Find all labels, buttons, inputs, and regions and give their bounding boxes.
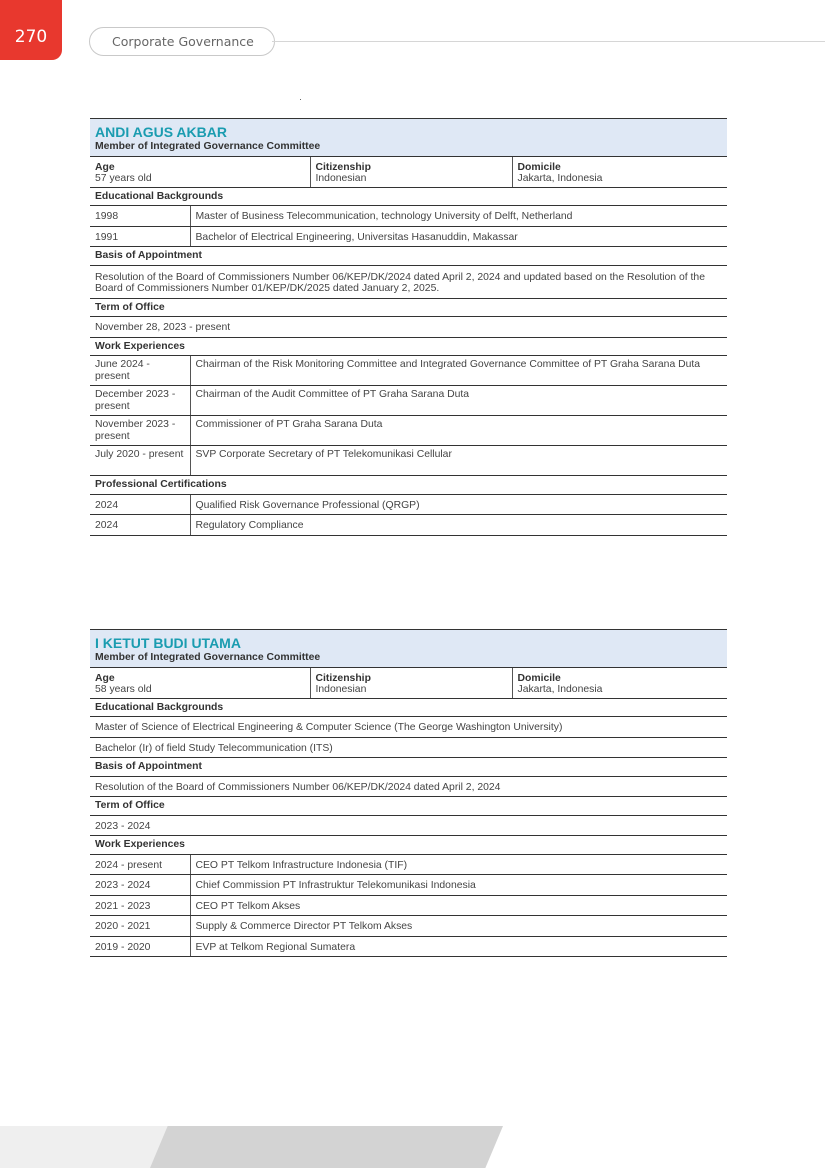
- appointment-heading: Basis of Appointment: [90, 758, 727, 777]
- footer-decoration-dark: [150, 1126, 503, 1168]
- education-year: 1991: [90, 226, 190, 247]
- education-year: 1998: [90, 206, 190, 227]
- domicile-value: Jakarta, Indonesia: [517, 173, 603, 184]
- cert-desc: Regulatory Compliance: [190, 515, 727, 536]
- work-period: 2023 - 2024: [90, 875, 190, 896]
- work-period: 2024 - present: [90, 854, 190, 875]
- age-label: Age: [95, 161, 115, 173]
- profile-name: I KETUT BUDI UTAMA: [95, 635, 241, 651]
- age-value: 57 years old: [95, 173, 152, 184]
- work-desc: EVP at Telkom Regional Sumatera: [190, 936, 727, 957]
- citizenship-label: Citizenship: [315, 161, 371, 173]
- work-heading: Work Experiences: [90, 836, 727, 855]
- work-period: June 2024 - present: [90, 356, 190, 386]
- citizenship-cell: [310, 667, 512, 698]
- work-desc: Chairman of the Audit Committee of PT Graha Sarana Duta: [190, 386, 727, 416]
- citizenship-cell: [310, 156, 512, 187]
- work-desc: Chairman of the Risk Monitoring Committee and Integrated Governance Committee of PT Graha Sarana Duta: [190, 356, 727, 386]
- work-desc: Commissioner of PT Graha Sarana Duta: [190, 416, 727, 446]
- footer-decoration-light: [0, 1126, 175, 1168]
- profile-table: [90, 118, 727, 536]
- term-value: 2023 - 2024: [90, 815, 727, 836]
- work-period: 2021 - 2023: [90, 895, 190, 916]
- work-desc: Chief Commission PT Infrastruktur Telekomunikasi Indonesia: [190, 875, 727, 896]
- profile-table: [90, 629, 727, 957]
- term-heading: Term of Office: [90, 797, 727, 816]
- age-cell: [90, 667, 310, 698]
- term-heading: Term of Office: [90, 298, 727, 317]
- education-heading: Educational Backgrounds: [90, 187, 727, 206]
- profile-header: [90, 630, 727, 668]
- work-period: December 2023 - present: [90, 386, 190, 416]
- age-cell: [90, 156, 310, 187]
- work-heading: Work Experiences: [90, 337, 727, 356]
- profile-role: Member of Integrated Governance Committee: [95, 652, 321, 663]
- cert-heading: Professional Certifications: [90, 476, 727, 495]
- education-desc: Bachelor of Electrical Engineering, Universitas Hasanuddin, Makassar: [190, 226, 727, 247]
- education-desc: Master of Business Telecommunication, technology University of Delft, Netherland: [190, 206, 727, 227]
- work-period: 2019 - 2020: [90, 936, 190, 957]
- education-heading: Educational Backgrounds: [90, 698, 727, 717]
- age-label: Age: [95, 672, 115, 684]
- work-period: 2020 - 2021: [90, 916, 190, 937]
- profile-name: ANDI AGUS AKBAR: [95, 124, 227, 140]
- citizenship-label: Citizenship: [315, 672, 371, 684]
- domicile-label: Domicile: [517, 161, 561, 173]
- domicile-value: Jakarta, Indonesia: [517, 684, 603, 695]
- page-number: 270: [14, 27, 48, 47]
- profile-andi-agus-akbar: [90, 118, 727, 536]
- work-desc: CEO PT Telkom Akses: [190, 895, 727, 916]
- citizenship-value: Indonesian: [315, 173, 367, 184]
- education-item: Bachelor (Ir) of field Study Telecommunication (ITS): [90, 737, 727, 758]
- cert-desc: Qualified Risk Governance Professional (QRGP): [190, 494, 727, 515]
- work-desc: Supply & Commerce Director PT Telkom Akses: [190, 916, 727, 937]
- domicile-label: Domicile: [517, 672, 561, 684]
- profile-header: [90, 119, 727, 157]
- header-divider: [272, 41, 825, 42]
- work-period: November 2023 - present: [90, 416, 190, 446]
- citizenship-value: Indonesian: [315, 684, 367, 695]
- appointment-heading: Basis of Appointment: [90, 247, 727, 266]
- work-desc: SVP Corporate Secretary of PT Telekomunikasi Cellular: [190, 446, 727, 476]
- profile-i-ketut-budi-utama: [90, 629, 727, 957]
- education-item: Master of Science of Electrical Engineering & Computer Science (The George Washington University): [90, 717, 727, 738]
- appointment-text: Resolution of the Board of Commissioners Number 06/KEP/DK/2024 dated April 2, 2024: [90, 776, 727, 797]
- cert-year: 2024: [90, 494, 190, 515]
- profile-role: Member of Integrated Governance Committee: [95, 141, 321, 152]
- decorative-dot: [300, 99, 301, 100]
- cert-year: 2024: [90, 515, 190, 536]
- work-desc: CEO PT Telkom Infrastructure Indonesia (TIF): [190, 854, 727, 875]
- domicile-cell: [512, 667, 727, 698]
- appointment-text: Resolution of the Board of Commissioners Number 06/KEP/DK/2024 dated April 2, 2024 and updated based on the Resolution of the Board of Commissioners Number 01/KEP/DK/2025 dated January 2, 2025.: [90, 265, 727, 298]
- work-period: July 2020 - present: [90, 446, 190, 476]
- domicile-cell: [512, 156, 727, 187]
- section-title: Corporate Governance: [89, 27, 275, 56]
- term-value: November 28, 2023 - present: [90, 317, 727, 338]
- age-value: 58 years old: [95, 684, 152, 695]
